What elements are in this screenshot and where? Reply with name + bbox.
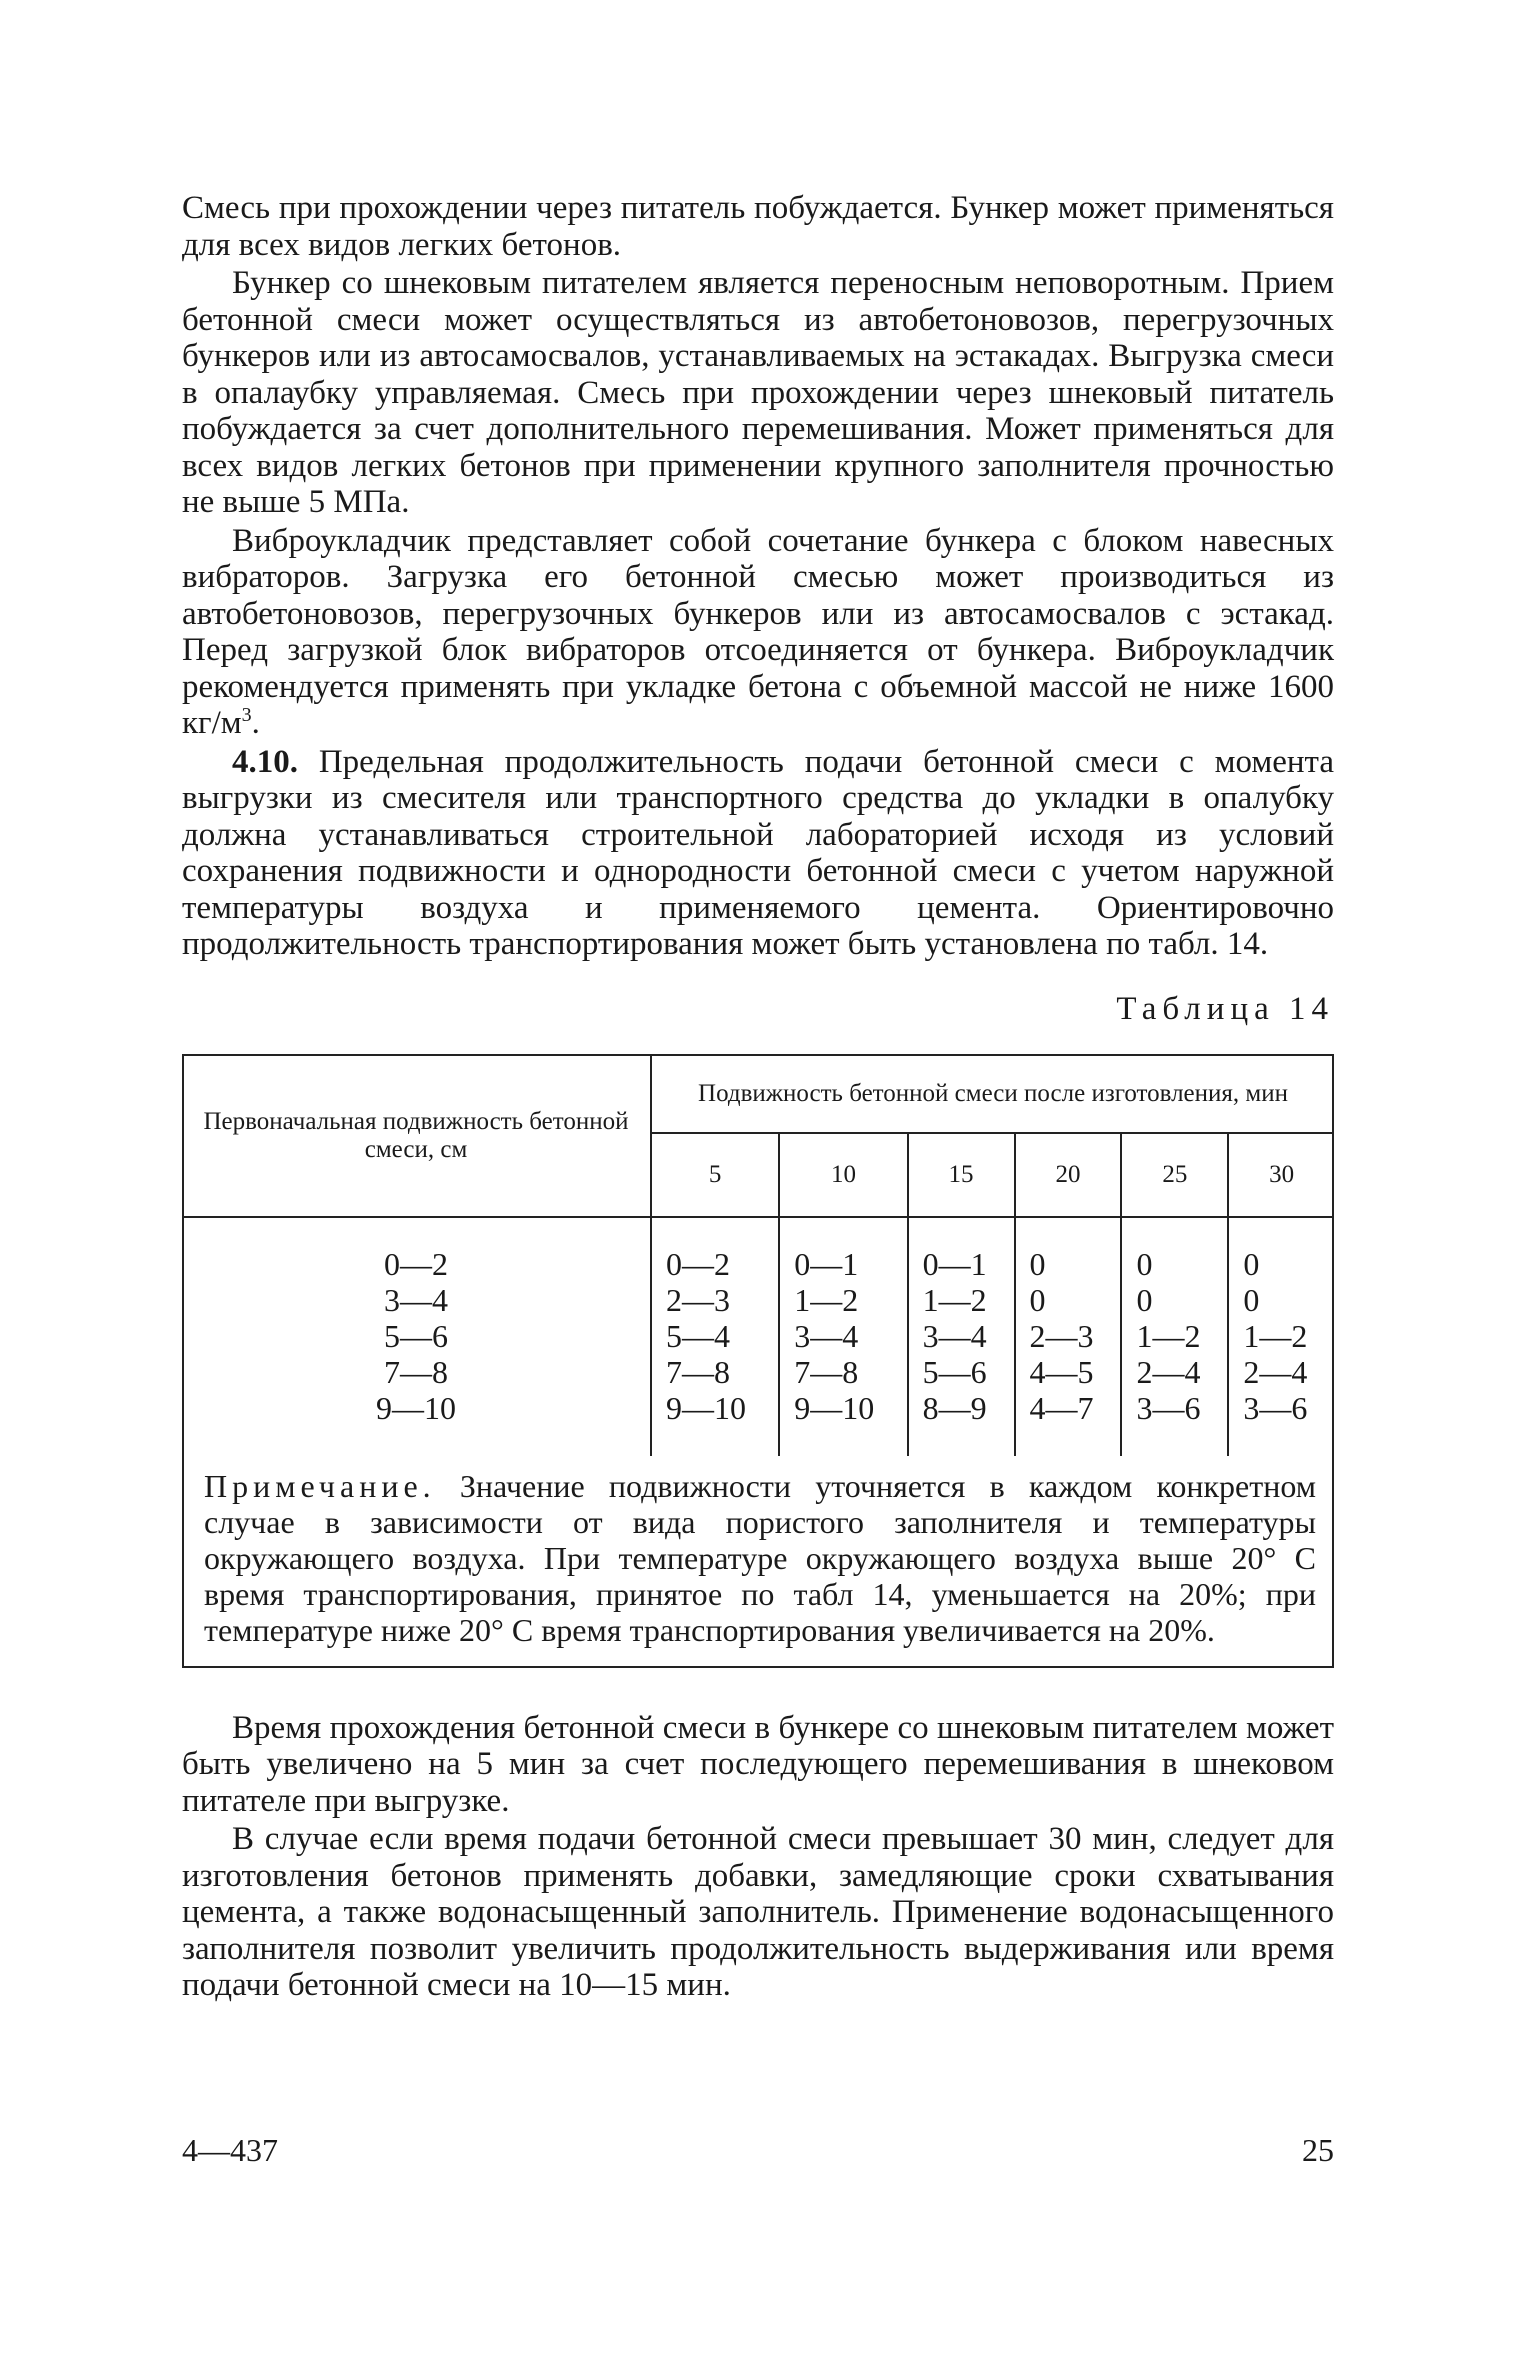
first-column-header: Первоначальная подвижность бетонной смеси, см xyxy=(182,1056,651,1217)
cell: 2—4 xyxy=(1136,1353,1201,1390)
cell: 3—4 xyxy=(794,1317,859,1354)
cell: 0 xyxy=(1243,1245,1260,1282)
cell: 1—2 xyxy=(922,1281,987,1318)
cell: 7—8 xyxy=(666,1353,730,1390)
cell: 5—6 xyxy=(384,1317,448,1354)
cell: 1—2 xyxy=(1243,1317,1308,1354)
cell: 8—9 xyxy=(922,1389,987,1426)
cell: 1—2 xyxy=(1136,1317,1201,1354)
paragraph-3-text: Виброукладчик представляет собой сочетание бункера с блоком навесных вибраторов. Загрузка его бетонной смесью может производиться из автобетоновозов, перегрузочных бункеров или из автосамосвалов с эстакад. Перед загрузкой блок вибраторов отсоединяется от бункера. Виброукладчик рекомендуется применять при укладке бетона с объемной массой не ниже 1600 кг/м xyxy=(182,522,1334,741)
column-10-min xyxy=(779,1217,907,1456)
col-header-25: 25 xyxy=(1121,1133,1228,1217)
cell: 0 xyxy=(1136,1281,1153,1318)
cell: 9—10 xyxy=(794,1389,875,1426)
cell: 2—3 xyxy=(666,1281,730,1318)
column-5-min xyxy=(651,1217,779,1456)
column-20-min xyxy=(1015,1217,1122,1456)
paragraph-3-end: . xyxy=(251,705,260,741)
cell: 0—1 xyxy=(794,1245,859,1282)
cell: 5—4 xyxy=(666,1317,730,1354)
cell: 0 xyxy=(1136,1245,1153,1282)
section-4-10 xyxy=(182,744,1334,963)
cell: 0 xyxy=(1029,1245,1046,1282)
signature-mark: 4—437 xyxy=(182,2132,278,2168)
cell: 2—4 xyxy=(1243,1353,1308,1390)
cell: 0—2 xyxy=(384,1245,448,1282)
cell: 0 xyxy=(1243,1281,1260,1318)
cell: 3—4 xyxy=(922,1317,987,1354)
note-label: Примечание. xyxy=(204,1467,436,1504)
col-header-30: 30 xyxy=(1228,1133,1334,1217)
column-30-min xyxy=(1228,1217,1334,1456)
column-25-min xyxy=(1121,1217,1228,1456)
group-header: Подвижность бетонной смеси после изготовления, мин xyxy=(651,1056,1334,1133)
cell: 2—3 xyxy=(1029,1317,1094,1354)
section-number: 4.10. xyxy=(232,743,298,780)
initial-mobility-column xyxy=(182,1217,651,1456)
cell: 3—6 xyxy=(1136,1389,1201,1426)
page-content xyxy=(182,190,1334,2004)
paragraph-after-2: В случае если время подачи бетонной смеси превышает 30 мин, следует для изготовления бетонов применять добавки, замедляющие сроки схватывания цемента, а также водонасыщенный заполнитель. Применение водонасыщенного заполнителя позволит увеличить продолжительность выдерживания или время подачи бетонной смеси на 10—15 мин. xyxy=(182,1821,1334,2003)
table-note xyxy=(182,1456,1334,1666)
cell: 9—10 xyxy=(376,1389,456,1426)
table-note-row xyxy=(182,1456,1334,1666)
cell: 0—2 xyxy=(666,1245,730,1282)
cell: 9—10 xyxy=(666,1389,746,1426)
cell: 7—8 xyxy=(794,1353,859,1390)
note-text: Значение подвижности уточняется в каждом конкретном случае в зависимости от вида пористого заполнителя и температуры окружающего воздуха. При температуре окружающего воздуха выше 20° С время транспортирования, принятое по табл 14, уменьшается на 20%; при температуре ниже 20° С время транспортирования увеличивается на 20%. xyxy=(204,1467,1317,1648)
paragraph-after-1: Время прохождения бетонной смеси в бункере со шнековым питателем может быть увеличено на 5 мин за счет последующего перемешивания в шнековом питателе при выгрузке. xyxy=(182,1709,1334,1819)
after-table xyxy=(182,1710,1334,2004)
cell: 4—7 xyxy=(1029,1389,1094,1426)
paragraph-2: Бункер со шнековым питателем является переносным неповоротным. Прием бетонной смеси может осуществляться из автобетоновозов, перегрузочных бункеров или из автосамосвалов, устанавливаемых на эстакадах. Выгрузка смеси в опалаубку управляемая. Смесь при прохождении через шнековый питатель побуждается за счет дополнительного перемешивания. Может применяться для всех видов легких бетонов при применении крупного заполнителя прочностью не выше 5 МПа. xyxy=(182,265,1334,520)
table-14 xyxy=(182,1054,1334,1668)
cell: 3—6 xyxy=(1243,1389,1308,1426)
cell: 7—8 xyxy=(384,1353,448,1390)
cell: 4—5 xyxy=(1029,1353,1094,1390)
cell: 0—1 xyxy=(922,1245,987,1282)
cubic-superscript: 3 xyxy=(241,704,252,726)
col-header-5: 5 xyxy=(651,1133,779,1217)
paragraph-1: Смесь при прохождении через питатель побуждается. Бункер может применяться для всех видов легких бетонов. xyxy=(182,190,1334,263)
section-text: Предельная продолжительность подачи бетонной смеси с момента выгрузки из смесителя или транспортного средства до укладки в опалубку должна устанавливаться строительной лабораторией исходя из условий сохранения подвижности и однородности бетонной смеси с учетом наружной температуры воздуха и применяемого цемента. Ориентировочно продолжительность транспортирования может быть установлена по табл. 14. xyxy=(182,743,1334,962)
paragraph-3 xyxy=(182,523,1334,742)
page-number: 25 xyxy=(1302,2132,1334,2168)
col-header-10: 10 xyxy=(779,1133,907,1217)
col-header-15: 15 xyxy=(908,1133,1015,1217)
column-15-min xyxy=(908,1217,1015,1456)
cell: 5—6 xyxy=(922,1353,987,1390)
table-caption: Таблица 14 xyxy=(1116,990,1334,1027)
col-header-20: 20 xyxy=(1015,1133,1122,1217)
table-body-row xyxy=(182,1217,1334,1456)
cell: 0 xyxy=(1029,1281,1046,1318)
cell: 3—4 xyxy=(384,1281,448,1318)
cell: 1—2 xyxy=(794,1281,859,1318)
